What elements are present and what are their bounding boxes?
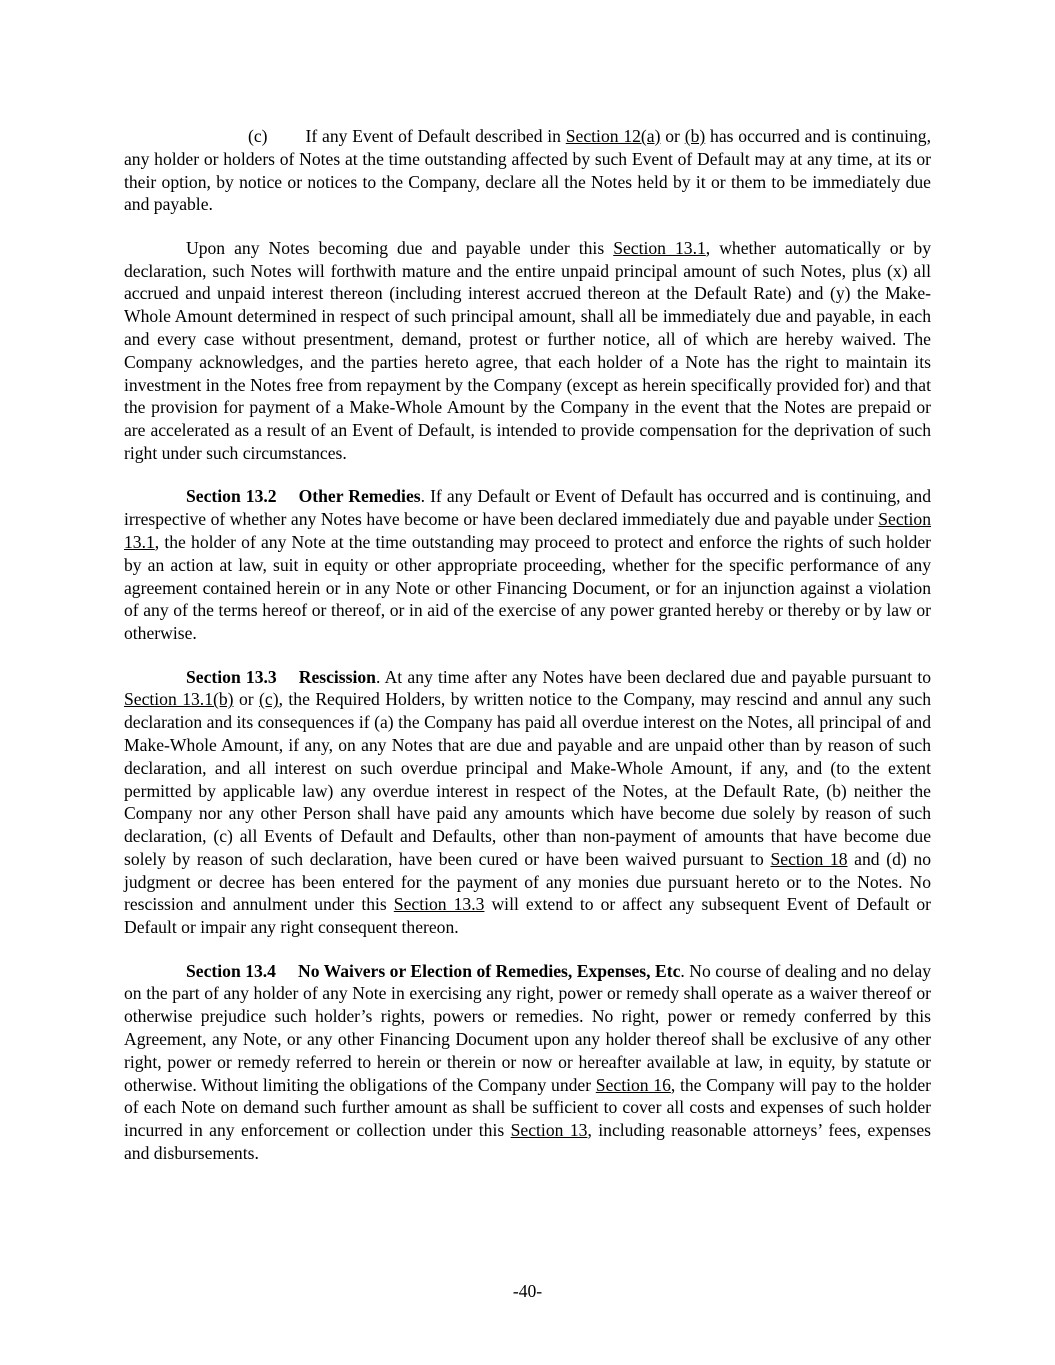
text-run: has occurred and is continuing, any holder or holders of Notes at the time outstanding affected by such Event of Default may at any time, at its or their option, by notice or notices to the Company, declare all the Notes held by it or them to be immediately due and payable. [124,126,931,215]
text-run: If any Event of Default described in [305,126,566,146]
cross-reference-12b: (b) [684,126,706,146]
document-body [124,125,931,1185]
section-13-4 [124,960,931,1165]
clause-label-c: (c) [248,126,268,146]
cross-reference-section-16: Section 16 [595,1074,671,1095]
cross-reference-section-13-1: Section 13.1 [124,509,931,552]
paragraph-13-1-c [124,125,931,216]
text-run: and (d) no judgment or decree has been entered for the payment of any monies due pursuant hereto or to the Notes. No rescission and annulment under this [124,848,931,915]
text-run: . If any Default or Event of Default has occurred and is continuing, and irrespective of whether any Notes have become or have been declared immediately due and payable under [124,486,932,530]
section-13-3 [124,666,931,940]
text-run: or [660,126,685,146]
cross-reference-section-18: Section 18 [770,848,848,869]
cross-reference-section-13: Section 13 [510,1120,588,1141]
text-run: or [233,689,260,710]
page-number: -40- [512,1281,543,1301]
section-number: Section 13.4 [186,960,276,981]
cross-reference-section-13-3: Section 13.3 [393,894,485,915]
cross-reference-c: (c) [259,689,279,710]
text-run: , the Company will pay to the holder of each Note on demand such further amount as shall be sufficient to cover all costs and expenses of such holder incurred in any enforcement or collection under this [124,1074,932,1141]
section-title: Other Remedies [298,486,421,507]
section-13-2 [124,485,931,645]
paragraph-acceleration [124,237,931,465]
section-title: Rescission [298,666,376,687]
section-number: Section 13.3 [186,666,277,687]
section-title: No Waivers or Election of Remedies, Expenses, Etc [297,960,681,981]
text-run: , the Required Holders, by written notice to the Company, may rescind and annul any such declaration and its consequences if (a) the Company has paid all overdue interest on the Notes, all principal of and Make-Whole Amount, if any, on any Notes that are due and payable and are unpaid other than by reason of such declaration, and all interest on such overdue principal and Make-Whole Amount, if any, and (to the extent permitted by applicable law) any overdue interest in respect of the Notes, at the Default Rate, (b) neither the Company nor any other Person shall have paid any amounts which have become due solely by reason of such declaration, (c) all Events of Default and Defaults, other than non-payment of amounts that have become due solely by reason of such declaration, have been cured or have been waived pursuant to [124,689,931,869]
text-run: , the holder of any Note at the time outstanding may proceed to protect and enforce the rights of such holder by an action at law, suit in equity or other appropriate proceeding, whether for the specific performance of any agreement contained herein or in any Note or other Financing Document, or for an injunction against a violation of any of the terms hereof or thereof, or in aid of the exercise of any power granted hereby or thereby or by law or otherwise. [124,531,931,644]
section-number: Section 13.2 [186,486,277,507]
cross-reference-section-12a: Section 12(a) [565,126,661,146]
text-run: , including reasonable attorneys’ fees, expenses and disbursements. [124,1120,931,1164]
text-run: will extend to or affect any subsequent Event of Default or Default or impair any right consequent thereon. [124,894,931,938]
cross-reference-section-13-1: Section 13.1 [613,237,706,258]
text-run: Upon any Notes becoming due and payable under this [186,237,614,258]
text-run: , whether automatically or by declaration, such Notes will forthwith mature and the entire unpaid principal amount of such Notes, plus (x) all accrued and unpaid interest thereon (including interest accrued thereon at the Default Rate) and (y) the Make-Whole Amount determined in respect of such principal amount, shall all be immediately due and payable, in each and every case without presentment, demand, protest or further notice, all of which are hereby waived. The Company acknowledges, and the parties hereto agree, that each holder of a Note has the right to maintain its investment in the Notes free from repayment by the Company (except as herein specifically provided for) and that the provision for payment of a Make-Whole Amount by the Company in the event that the Notes are prepaid or are accelerated as a result of an Event of Default, is intended to provide compensation for the deprivation of such right under such circumstances. [124,237,931,463]
text-run: . No course of dealing and no delay on the part of any holder of any Note in exercising any right, power or remedy shall operate as a waiver thereof or otherwise prejudice such holder’s rights, powers or remedies. No right, power or remedy conferred by this Agreement, any Note, or any other Financing Document upon any holder thereof shall be exclusive of any other right, power or remedy referred to herein or therein or now or hereafter available at law, in equity, by statute or otherwise. Without limiting the obligations of the Company under [124,960,931,1095]
text-run: . At any time after any Notes have been declared due and payable pursuant to [375,666,932,687]
cross-reference-section-13-1b: Section 13.1(b) [124,689,234,710]
